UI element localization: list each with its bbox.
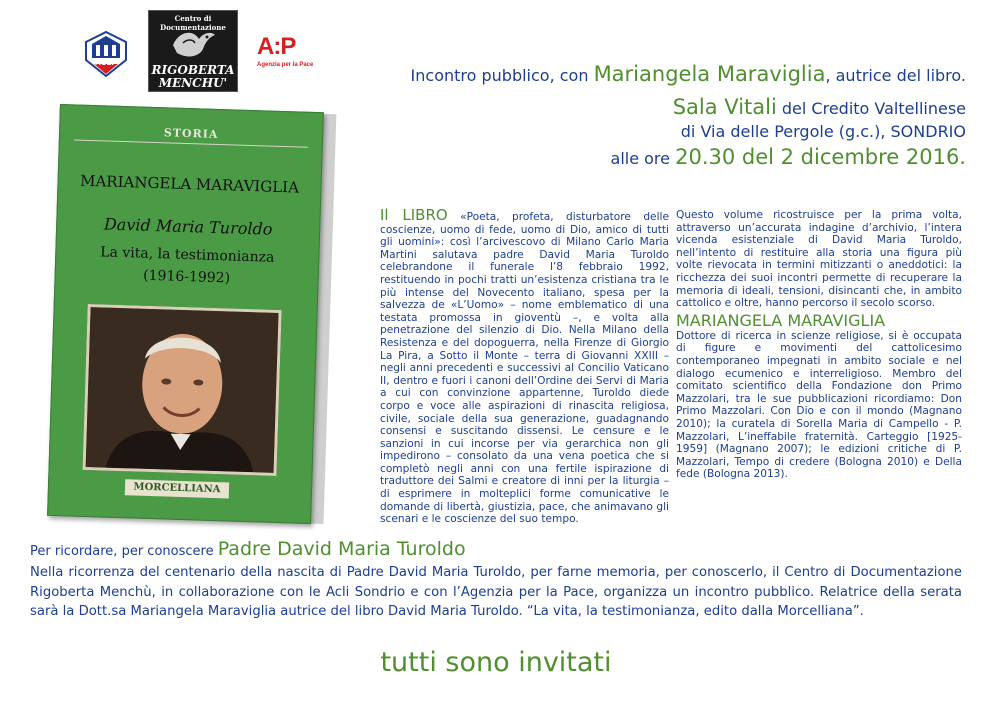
ap-logo-caption: Agenzia per la Pace (257, 62, 314, 68)
speaker-name: Mariangela Maraviglia (593, 62, 826, 86)
libro-text-continued: Questo volume ricostruisce per la prima volta, attraverso un’accurata indagine d’archivio, l’intera vicenda esistenziale di David Maria Turoldo, nell’intento di restituire alla storia una figura più volte rievocata in termini mitizzanti o aneddotici: la ricchezza dei suoi incontri permette di recuperare la memoria di ideali, tensioni, disincanti che, in ambito cattolico e oltre, hanno percorso il secolo scorso. (676, 209, 962, 310)
agenzia-pace-logo (255, 33, 315, 73)
author-portrait-photo (83, 304, 282, 476)
rigoberta-logo-name1: RIGOBERTA (151, 63, 235, 77)
libro-text: «Poeta, profeta, disturbatore delle coscienze, uomo di fede, uomo di Dio, amico di tutti gli uomini»: così l’arcivescovo di Milano Carlo Maria Martini salutava padre David Maria Turoldo celebrandone il funerale l’8 febbraio 1992, restituendo in pochi tratti un’esistenza cristiana tra le più intense del Novecento italiano, spesa per la salvezza de «L’Uomo» – nome emblematico di una testata promossa in gioventù –, e volta alla penetrazione del silenzio di Dio. Nella Milano della Resistenza e del dopoguerra, nella Firenze di Giorgio La Pira, a Sotto il Monte – terra di Giovanni XXIII – negli anni precedenti e successivi al Concilio Vaticano II, dentro e fuori i canoni dell’Ordine dei Servi di Maria a cui con convinzione appartenne, Turoldo diede corpo e voce alle aspirazioni di rinascita religiosa, civile, sociale della sua generazione, guadagnando consensi e suscitando dissensi. Le censure e le sanzioni in cui incorse per via gerarchica non gli impedirono – consolato da una vena poetica che si completò negli anni con una fertile ispirazione di traduttore dei Salmi e creatore di inni per la liturgia – di esprimere in molteplici forme comunicative le domande di libertà, giustizia, pace, che animavano gli scenari e le coscienze del suo tempo. (380, 211, 669, 526)
acli-label: ACLI (95, 58, 114, 67)
acli-logo (84, 30, 128, 78)
rigoberta-menchu-logo (148, 10, 238, 92)
portrait-icon (86, 307, 279, 473)
author-bio: Dottore di ricerca in scienze religiose, si è occupata di figure e movimenti del cattolicesimo contemporaneo impegnati in ambito sociale e nel dialogo ecumenico e interreligioso. Membro del comitato scientifico della Fondazione don Primo Mazzolari, tra le sue pubblicazioni ricordiamo: Don Primo Mazzolari. Con Dio e con il mondo (Magnano 2010); la curatela di Sorella Maria di Campello - P. Mazzolari, L’ineffabile fraternità. Carteggio [1925-1959] (Magnano 2007); le edizioni critiche di P. Mazzolari, Tempo di credere (Bologna 2010) e Della fede (Bologna 2013). (676, 329, 962, 481)
libro-heading: Il LIBRO (380, 206, 448, 224)
event-datetime: 20.30 del 2 dicembre 2016. (675, 145, 966, 169)
book-series: STORIA (163, 126, 219, 141)
book-publisher: MORCELLIANA (125, 479, 229, 498)
rigoberta-logo-name2: MENCHU' (158, 76, 228, 90)
author-heading: MARIANGELA MARAVIGLIA (676, 310, 886, 330)
ap-logo-mark: A:P (257, 33, 296, 60)
event-address-line: di Via delle Pergole (g.c.), SONDRIO (680, 122, 966, 141)
book-subtitle: La vita, la testimonianza (100, 244, 275, 266)
event-time-line: alle ore 20.30 del 2 dicembre 2016. (610, 145, 966, 169)
book-author: MARIANGELA MARAVIGLIA (79, 171, 300, 197)
rigoberta-logo-caption: Centro di Documentazione (160, 14, 226, 32)
invitation-line: tutti sono invitati (380, 647, 612, 678)
event-description: Nella ricorrenza del centenario della nascita di Padre David Maria Turoldo, per farne memoria, per conoscerlo, il Centro di Documentazione Rigoberta Menchù, in collaborazione con le Acli Sondrio e con l’Agenzia per la Pace, organizza un incontro pubblico. Relatrice della serata sarà la Dott.sa Mariangela Maraviglia autrice del libro David Maria Turoldo. “La vita, la testimonianza, edito dalla Morcelliana”. (30, 565, 962, 619)
venue-name: Sala Vitali (672, 95, 777, 119)
book-cover (47, 104, 324, 524)
acli-emblem-icon (84, 30, 128, 78)
event-intro-line: Incontro pubblico, con Mariangela Maraviglia, autrice del libro. (410, 62, 966, 86)
book-description-column (380, 206, 669, 526)
event-venue-line: Sala Vitali del Credito Valtellinese (672, 95, 966, 119)
dove-icon (169, 25, 217, 63)
book-years: (1916-1992) (142, 267, 231, 287)
bottom-intro-line: Per ricordare, per conoscere Padre David Maria Turoldo (30, 538, 466, 560)
book-title: David Maria Turoldo (103, 214, 273, 239)
author-column (676, 209, 962, 481)
subject-name: Padre David Maria Turoldo (217, 538, 466, 560)
